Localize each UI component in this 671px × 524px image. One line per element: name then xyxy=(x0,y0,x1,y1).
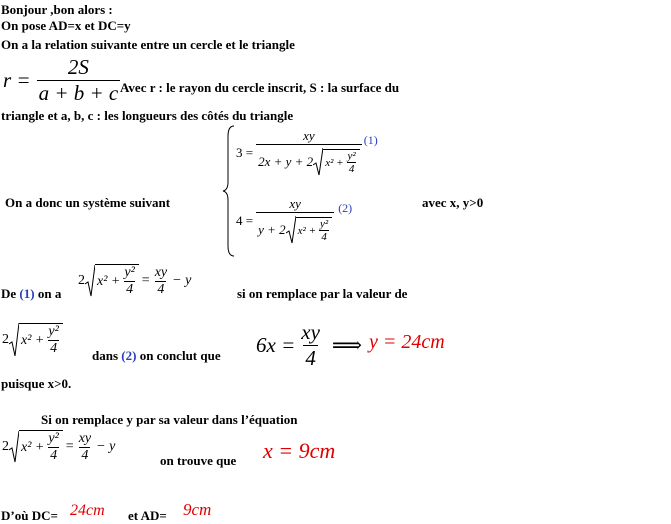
x-result: x = 9cm xyxy=(263,438,336,463)
eq2-numerator: xy xyxy=(289,196,301,211)
system-brace xyxy=(222,124,236,258)
eq1-denominator xyxy=(256,144,362,177)
dc-value: 24cm xyxy=(70,502,105,519)
system-equation-1 xyxy=(236,128,378,177)
final-x2: x² + xyxy=(21,439,45,455)
conclusion-ref2: (2) xyxy=(121,348,137,363)
on-a-label: on a xyxy=(37,286,62,301)
on-conclut-label: on conclut que xyxy=(139,348,221,363)
dans-label: dans xyxy=(92,348,119,363)
sqrt-term-y2-num: y² xyxy=(48,324,59,339)
final-y2-den: 4 xyxy=(50,448,58,463)
domain-condition: avec x, y>0 xyxy=(422,195,484,210)
eq1-y2-num: y² xyxy=(347,150,356,162)
eq1-numerator: xy xyxy=(303,128,315,143)
derived-radicand xyxy=(95,264,139,298)
final-y2-num: y² xyxy=(48,431,59,446)
final-xy-den: 4 xyxy=(81,447,89,463)
derived-sqrt xyxy=(85,264,139,298)
eq2-y2-den: 4 xyxy=(321,231,327,243)
final-xy-fraction xyxy=(77,431,93,464)
eq1-lhs: 3 = xyxy=(236,144,254,160)
ad-label: et AD= xyxy=(128,508,167,523)
conclusion-line xyxy=(92,348,221,364)
eq2-radicand xyxy=(296,217,333,243)
eq1-radicand xyxy=(323,149,360,175)
ad-value: 9cm xyxy=(183,500,212,519)
sqrt-term-y2-den: 4 xyxy=(50,341,58,356)
six-x-fraction xyxy=(299,320,322,371)
derived-xy-den: 4 xyxy=(157,281,165,297)
final-xy-num: xy xyxy=(78,430,92,446)
eq1-x2: x² + xyxy=(325,156,344,169)
from-label: De xyxy=(1,286,17,301)
eq2-y2-fraction xyxy=(318,218,330,243)
from-ref1: (1) xyxy=(19,286,35,301)
derived-equation xyxy=(78,264,191,298)
derived-xy-num: xy xyxy=(154,264,168,280)
derived-y2-num: y² xyxy=(124,265,135,280)
since-line: puisque x>0. xyxy=(1,376,72,391)
replace-line: si on remplace par la valeur de xyxy=(237,286,408,301)
y-result: y = 24cm xyxy=(369,331,445,353)
final-radicand xyxy=(19,430,63,464)
eq2-fraction xyxy=(256,196,334,245)
derived-y2-fraction xyxy=(122,265,136,298)
eq2-den-text: y + 2 xyxy=(258,222,286,237)
final-two: 2 xyxy=(2,439,9,454)
radius-explanation: Avec r : le rayon du cercle inscrit, S : la surface du xyxy=(120,80,400,95)
derived-x2: x² + xyxy=(97,273,121,289)
radius-denominator: a + b + c xyxy=(38,81,119,105)
derived-equals: = xyxy=(141,273,150,288)
radius-fraction xyxy=(37,55,121,106)
sqrt-term-two: 2 xyxy=(2,332,9,347)
definition-line: On pose AD=x et DC=y xyxy=(1,18,131,33)
six-x-den: 4 xyxy=(305,346,316,370)
found-line: on trouve que xyxy=(160,453,237,468)
final-sqrt xyxy=(9,430,63,464)
radius-lhs: r = xyxy=(3,68,31,92)
sqrt-term xyxy=(2,322,63,358)
six-x-equation xyxy=(256,320,370,371)
derived-minus-y: − y xyxy=(172,273,192,288)
final-equation xyxy=(2,430,115,464)
eq1-fraction xyxy=(256,128,362,177)
eq2-x2: x² + xyxy=(297,224,316,237)
sqrt-term-x2: x² + xyxy=(21,332,45,348)
eq1-den-text: 2x + y + 2 xyxy=(258,154,314,169)
six-x-num: xy xyxy=(301,320,320,344)
greeting-line: Bonjour ,bon alors : xyxy=(1,2,113,17)
radius-numerator: 2S xyxy=(67,55,89,79)
sqrt-term-y2-fraction xyxy=(46,324,60,357)
from-eq1-line xyxy=(1,286,61,302)
dc-label: D’où DC= xyxy=(1,508,58,523)
implies-arrow: ⟹ xyxy=(331,333,363,357)
sqrt-term-radicand xyxy=(19,323,63,357)
derived-xy-fraction xyxy=(153,265,169,298)
eq2-lhs: 4 = xyxy=(236,212,254,228)
six-x-lhs: 6x = xyxy=(256,333,296,357)
eq1-y2-den: 4 xyxy=(348,163,355,175)
substitute-line: Si on remplace y par sa valeur dans l’équation xyxy=(41,412,298,427)
eq1-y2-fraction xyxy=(346,150,358,175)
derived-y2-den: 4 xyxy=(126,282,134,297)
final-equals: = xyxy=(65,439,74,454)
relation-line: On a la relation suivante entre un cercle et le triangle xyxy=(1,37,295,52)
triangle-explanation: triangle et a, b, c : les longueurs des côtés du triangle xyxy=(1,108,294,123)
eq1-ref: (1) xyxy=(363,133,378,147)
radius-formula xyxy=(3,55,120,106)
system-equation-2 xyxy=(236,196,352,245)
eq2-y2-num: y² xyxy=(320,218,329,230)
eq2-denominator xyxy=(256,212,334,245)
final-minus-y: − y xyxy=(96,439,116,454)
eq1-sqrt xyxy=(313,147,360,177)
system-label: On a donc un système suivant xyxy=(5,195,171,210)
eq2-ref: (2) xyxy=(338,201,353,215)
derived-two: 2 xyxy=(78,273,85,288)
sqrt-term-sqrt xyxy=(9,322,63,358)
final-y2-fraction xyxy=(46,431,60,464)
eq2-sqrt xyxy=(286,215,333,245)
